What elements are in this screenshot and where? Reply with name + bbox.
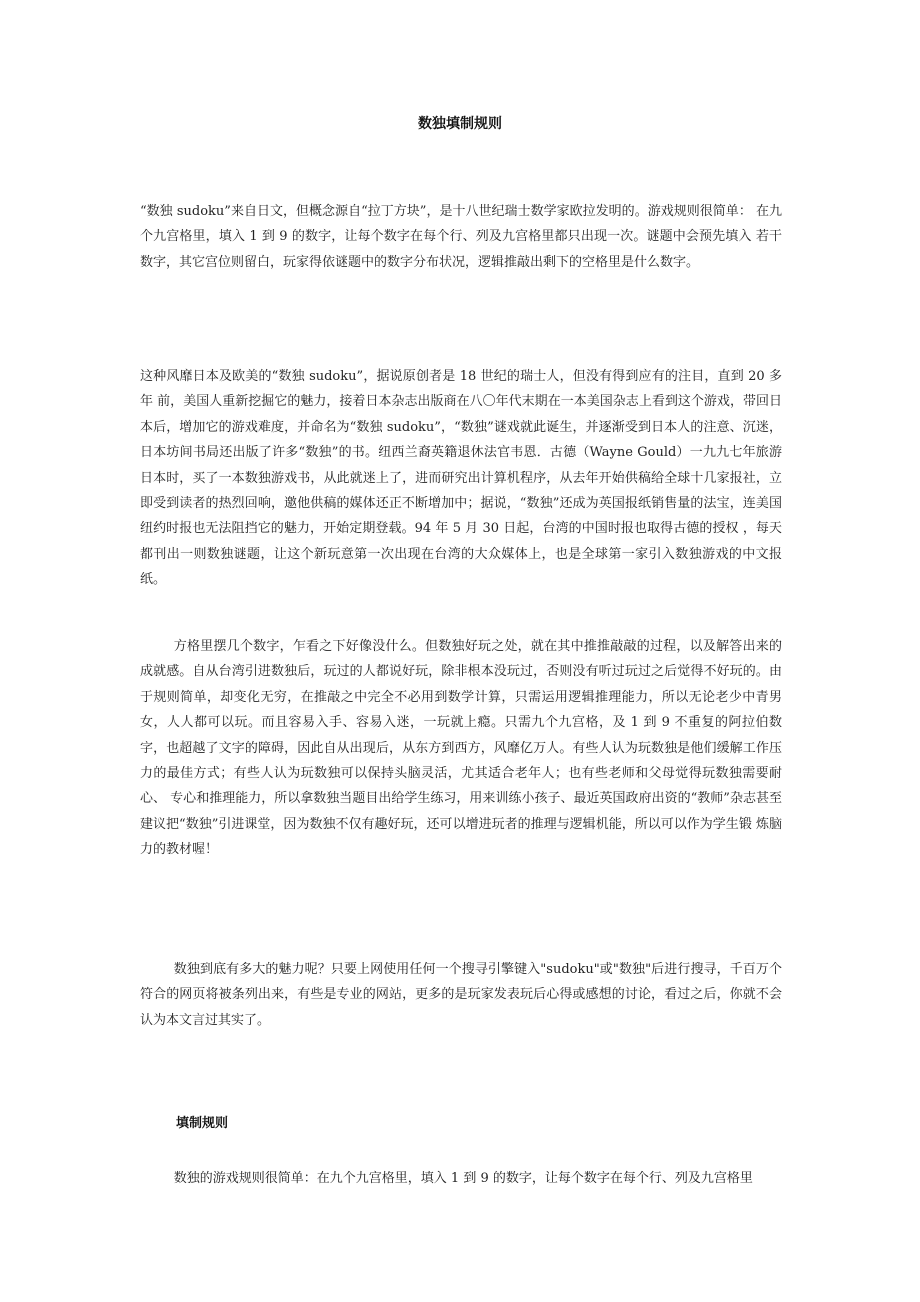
document-title: 数独填制规则 — [418, 116, 502, 132]
section-heading-rules: 填制规则 — [176, 1116, 229, 1131]
paragraph-popularity: 数独到底有多大的魅力呢？只要上网使用任何一个搜寻引擎键入"sudoku"或"数独"后进行搜寻，千百万个符合的网页将被条列出来，有些是专业的网站，更多的是玩家发表玩后心得或感想的讨论，看过之后，你就不会认为本文言过其实了。 — [140, 962, 782, 1028]
paragraph-rules: 数独的游戏规则很简单：在九个九宫格里，填入 1 到 9 的数字，让每个数字在每个行、列及九宫格里 — [173, 1171, 753, 1186]
paragraph-appeal: 方格里摆几个数字，乍看之下好像没什么。但数独好玩之处，就在其中推推敲敲的过程，以及解答出来的成就感。自从台湾引进数独后，玩过的人都说好玩，除非根本没玩过，否则没有听过玩过之后觉得不好玩的。由于规则简单，却变化无穷，在推敲之中完全不必用到数学计算，只需运用逻辑推理能力，所以无论老少中青男女，人人都可以玩。而且容易入手、容易入迷，一玩就上瘾。只需九个九宫格，及 1 到 9 不重复的阿拉伯数字，也超越了文字的障碍，因此自从出现后，从东方到西方，风靡亿万人。有些人认为玩数独是他们缓解工作压力的最佳方式；有些人认为玩数独可以保持头脑灵活，尤其适合老年人；也有些老师和父母觉得玩数独需要耐心、 专心和推理能力，所以拿数独当题目出给学生练习，用来训练小孩子、最近英国政府出资的“教师”杂志甚至建议把“数独”引进课堂，因为数独不仅有趣好玩，还可以增进玩者的推理与逻辑机能，所以可以作为学生锻 炼脑力的教材喔！ — [140, 639, 782, 858]
paragraph-history: 这种风靡日本及欧美的“数独 sudoku”，据说原创者是 18 世纪的瑞士人，但没有得到应有的注目，直到 20 多年 前，美国人重新挖掘它的魅力，接着日本杂志出版商在八〇年代末期在一本美国杂志上看到这个游戏，带回日本后，增加它的游戏难度，并命名为“数独 sudoku”，“数独”谜戏就此诞生，并逐渐受到日本人的注意、沉迷，日本坊间书局还出版了许多“数独”的书。纽西兰裔英籍退休法官韦恩．古德（Wayne Gould）一九九七年旅游日本时，买了一本数独游戏书，从此就迷上了，进而研究出计算机程序，从去年开始供稿给全球十几家报社，立即受到读者的热烈回响，邀他供稿的媒体还正不断增加中；据说，“数独”还成为英国报纸销售量的法宝，连美国纽约时报也无法阻挡它的魅力，开始定期登载。94 年 5 月 30 日起，台湾的中国时报也取得古德的授权 ，每天都刊出一则数独谜题，让这个新玩意第一次出现在台湾的大众媒体上，也是全球第一家引入数独游戏的中文报纸。 — [140, 369, 782, 588]
paragraph-intro: “数独 sudoku”来自日文，但概念源自“拉丁方块”，是十八世纪瑞士数学家欧拉发明的。游戏规则很简单： 在九个九宫格里，填入 1 到 9 的数字，让每个数字在每个行、列及九宫格里都只出现一次。谜题中会预先填入 若干数字，其它宫位则留白，玩家得依谜题中的数字分布状况，逻辑推敲出剩下的空格里是什么数字。 — [140, 204, 782, 270]
